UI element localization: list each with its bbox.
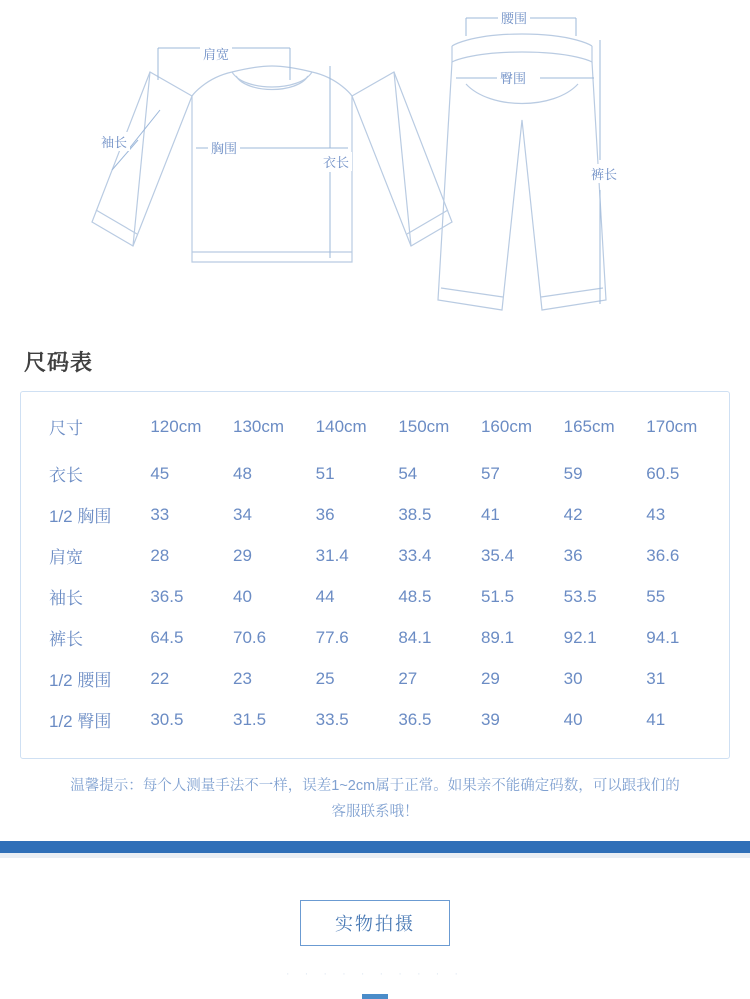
table-row bbox=[21, 453, 729, 494]
label-chest: 胸围 bbox=[208, 138, 240, 157]
row-value: 70.6 bbox=[233, 627, 267, 647]
blue-divider-band bbox=[0, 841, 750, 853]
real-shot-section bbox=[0, 900, 750, 946]
row-value: 55 bbox=[646, 586, 666, 606]
real-shot-label: 实物拍摄 bbox=[300, 900, 450, 946]
row-value: 36.6 bbox=[646, 545, 680, 565]
label-sleeve-length: 袖长 bbox=[98, 132, 130, 151]
table-row bbox=[21, 535, 729, 576]
row-value: 64.5 bbox=[150, 627, 184, 647]
label-waist: 腰围 bbox=[498, 8, 530, 27]
table-header-row bbox=[21, 406, 729, 453]
row-value: 84.1 bbox=[398, 627, 432, 647]
row-value: 89.1 bbox=[480, 627, 515, 647]
label-pants-length: 裤长 bbox=[588, 164, 620, 183]
row-label: 1/2 胸围 bbox=[49, 507, 112, 526]
row-value: 31.5 bbox=[233, 709, 267, 729]
table-row bbox=[21, 617, 729, 658]
row-value: 31 bbox=[646, 668, 666, 688]
top-garment-drawing bbox=[92, 66, 452, 262]
row-value: 53.5 bbox=[563, 586, 597, 606]
row-value: 41 bbox=[480, 504, 500, 524]
row-value: 42 bbox=[563, 504, 583, 524]
decorative-dots: · · · · · · · · · · bbox=[285, 968, 465, 980]
row-value: 30 bbox=[563, 668, 583, 688]
header-cell-2: 130cm bbox=[233, 416, 285, 436]
grey-divider-band bbox=[0, 853, 750, 858]
garment-measurement-diagram bbox=[0, 0, 750, 340]
header-cell-3: 140cm bbox=[315, 416, 367, 436]
decorative-dash bbox=[362, 994, 388, 999]
row-value: 35.4 bbox=[480, 545, 515, 565]
size-table bbox=[21, 406, 729, 740]
row-value: 25 bbox=[315, 668, 335, 688]
row-label: 1/2 臀围 bbox=[49, 712, 112, 731]
row-value: 36 bbox=[315, 504, 335, 524]
row-value: 29 bbox=[480, 668, 500, 688]
row-value: 33.5 bbox=[315, 709, 349, 729]
row-value: 60.5 bbox=[646, 463, 680, 483]
row-label: 裤长 bbox=[49, 630, 83, 649]
table-row bbox=[21, 699, 729, 740]
label-garment-length: 衣长 bbox=[320, 152, 352, 171]
row-value: 39 bbox=[480, 709, 500, 729]
row-value: 48.5 bbox=[398, 586, 432, 606]
row-value: 51.5 bbox=[480, 586, 515, 606]
row-value: 40 bbox=[233, 586, 252, 606]
row-value: 54 bbox=[398, 463, 418, 483]
row-value: 57 bbox=[480, 463, 500, 483]
header-cell-4: 150cm bbox=[398, 416, 450, 436]
row-value: 94.1 bbox=[646, 627, 680, 647]
size-chart-title: 尺码表 bbox=[24, 350, 94, 375]
row-label: 袖长 bbox=[49, 589, 83, 608]
header-cell-5: 160cm bbox=[480, 416, 532, 436]
row-value: 59 bbox=[563, 463, 583, 483]
row-value: 30.5 bbox=[150, 709, 184, 729]
row-value: 29 bbox=[233, 545, 252, 565]
row-value: 27 bbox=[398, 668, 418, 688]
row-value: 92.1 bbox=[563, 627, 597, 647]
row-value: 44 bbox=[315, 586, 335, 606]
row-value: 40 bbox=[563, 709, 583, 729]
row-value: 36 bbox=[563, 545, 583, 565]
header-cell-6: 165cm bbox=[563, 416, 615, 436]
row-value: 41 bbox=[646, 709, 666, 729]
size-tip-line1: 温馨提示：每个人测量手法不一样，误差1~2cm属于正常。如果亲不能确定码数，可以跟我们的 bbox=[70, 778, 680, 794]
table-row bbox=[21, 494, 729, 535]
label-shoulder-width: 肩宽 bbox=[200, 44, 232, 63]
row-label: 衣长 bbox=[49, 466, 83, 485]
row-value: 23 bbox=[233, 668, 252, 688]
diagram-svg bbox=[0, 0, 750, 340]
size-tip bbox=[26, 773, 724, 825]
row-value: 36.5 bbox=[150, 586, 184, 606]
row-value: 33.4 bbox=[398, 545, 432, 565]
row-value: 31.4 bbox=[315, 545, 349, 565]
row-value: 22 bbox=[150, 668, 170, 688]
row-value: 34 bbox=[233, 504, 252, 524]
row-value: 36.5 bbox=[398, 709, 432, 729]
row-value: 51 bbox=[315, 463, 335, 483]
row-value: 28 bbox=[150, 545, 170, 565]
header-cell-0: 尺寸 bbox=[49, 419, 83, 438]
row-label: 1/2 腰围 bbox=[49, 671, 112, 690]
row-value: 38.5 bbox=[398, 504, 432, 524]
size-tip-line2: 客服联系哦！ bbox=[331, 804, 419, 820]
row-value: 48 bbox=[233, 463, 252, 483]
row-label: 肩宽 bbox=[49, 548, 83, 567]
row-value: 43 bbox=[646, 504, 666, 524]
table-row bbox=[21, 576, 729, 617]
table-row bbox=[21, 658, 729, 699]
label-hip: 臀围 bbox=[497, 68, 529, 87]
size-chart-container bbox=[20, 391, 730, 759]
header-cell-7: 170cm bbox=[646, 416, 698, 436]
row-value: 45 bbox=[150, 463, 170, 483]
row-value: 77.6 bbox=[315, 627, 349, 647]
row-value: 33 bbox=[150, 504, 170, 524]
header-cell-1: 120cm bbox=[150, 416, 202, 436]
